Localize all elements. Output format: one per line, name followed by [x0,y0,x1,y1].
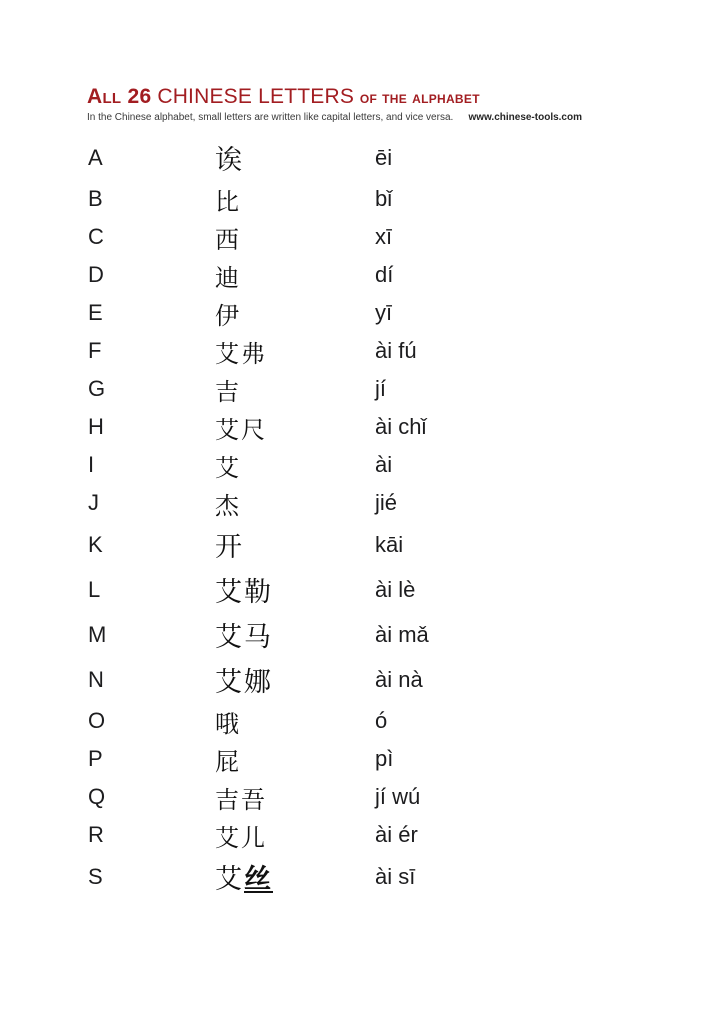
pinyin: ài fú [375,338,417,363]
chinese-characters [215,182,375,217]
pinyin: dí [375,262,394,287]
latin-letter: C [88,224,104,249]
latin-letter: B [88,186,103,211]
letter-row [88,446,648,484]
pinyin: ài [375,452,393,477]
title-lead: All 26 [87,85,152,108]
chinese-segment: 艾娜 [215,667,273,697]
letter-row [88,408,648,446]
title-tail: of the alphabet [359,88,480,107]
letter-row [88,816,648,854]
chinese-segment: 艾 [215,455,241,482]
chinese-segment: 吉 [215,379,241,406]
letter-row [88,612,648,657]
latin-letter: K [88,531,103,557]
pinyin: bǐ [375,186,393,211]
letter-row [88,778,648,816]
letter-row [88,218,648,256]
pinyin: ài sī [375,863,416,889]
letter-row [88,740,648,778]
pinyin: ài lè [375,576,416,602]
website-link: www.chinese-tools.com [468,112,582,124]
chinese-segment: 丝 [244,864,273,894]
letter-row [88,484,648,522]
chinese-characters [215,486,375,521]
chinese-characters [215,818,375,853]
pinyin: xī [375,224,393,249]
latin-letter: R [88,822,104,847]
chinese-characters [215,448,375,483]
letter-row [88,294,648,332]
chinese-characters [215,525,375,564]
chinese-segment: 艾弗 [215,341,267,368]
chinese-segment: 吉吾 [215,787,267,814]
letter-row [88,854,648,899]
chinese-characters [215,742,375,777]
latin-letter: I [88,452,95,477]
chinese-segment: 诶 [215,145,244,175]
latin-letter: N [88,666,104,692]
latin-letter: D [88,262,104,287]
chinese-characters [215,372,375,407]
letter-row [88,702,648,740]
chinese-characters [215,660,375,699]
latin-letter: O [88,708,106,733]
pinyin: jié [375,490,398,515]
chinese-segment: 艾勒 [215,577,273,607]
letter-row [88,370,648,408]
pinyin: ài nà [375,666,423,692]
chinese-segment: 艾儿 [215,825,267,852]
chinese-characters [215,857,375,896]
letter-row [88,180,648,218]
chinese-segment: 艾 [215,864,244,894]
letter-row [88,135,648,180]
pinyin: yī [375,300,393,325]
chinese-segment: 艾马 [215,622,273,652]
latin-letter: H [88,414,104,439]
pinyin: ài ér [375,822,418,847]
chinese-segment: 艾尺 [215,417,267,444]
chinese-characters [215,258,375,293]
latin-letter: Q [88,784,106,809]
chinese-segment: 杰 [215,493,241,520]
chinese-segment: 迪 [215,265,241,292]
chinese-characters [215,780,375,815]
pinyin: ài mǎ [375,621,429,647]
pinyin: jí [375,376,386,401]
chinese-segment: 比 [215,189,241,216]
chinese-segment: 哦 [215,711,241,738]
page-title [87,86,587,108]
chinese-characters [215,704,375,739]
chinese-characters [215,410,375,445]
pinyin: ēi [375,144,393,170]
chinese-segment: 伊 [215,303,241,330]
pinyin: kāi [375,531,404,557]
letter-row [88,522,648,567]
pinyin: ó [375,708,388,733]
letter-row [88,567,648,612]
chinese-segment: 西 [215,227,241,254]
chinese-characters [215,615,375,654]
chinese-characters [215,296,375,331]
latin-letter: P [88,746,103,771]
chinese-characters [215,220,375,255]
subtitle: In the Chinese alphabet, small letters are written like capital letters, and vice versa. [87,112,454,124]
chinese-characters [215,334,375,369]
latin-letter: E [88,300,103,325]
pinyin: ài chǐ [375,414,427,439]
letter-row [88,256,648,294]
pinyin: jí wú [375,784,421,809]
latin-letter: M [88,621,107,647]
latin-letter: L [88,576,101,602]
subtitle-line [87,112,582,123]
page-header [87,86,587,123]
chinese-segment: 屁 [215,749,241,776]
pinyin: pì [375,746,394,771]
letter-row [88,332,648,370]
latin-letter: J [88,490,99,515]
latin-letter: G [88,376,106,401]
letter-table [88,135,648,899]
chinese-characters [215,138,375,177]
latin-letter: S [88,863,103,889]
latin-letter: F [88,338,102,363]
letter-row [88,657,648,702]
chinese-segment: 开 [215,532,244,562]
latin-letter: A [88,144,103,170]
title-middle: CHINESE LETTERS [157,85,355,108]
chinese-characters [215,570,375,609]
